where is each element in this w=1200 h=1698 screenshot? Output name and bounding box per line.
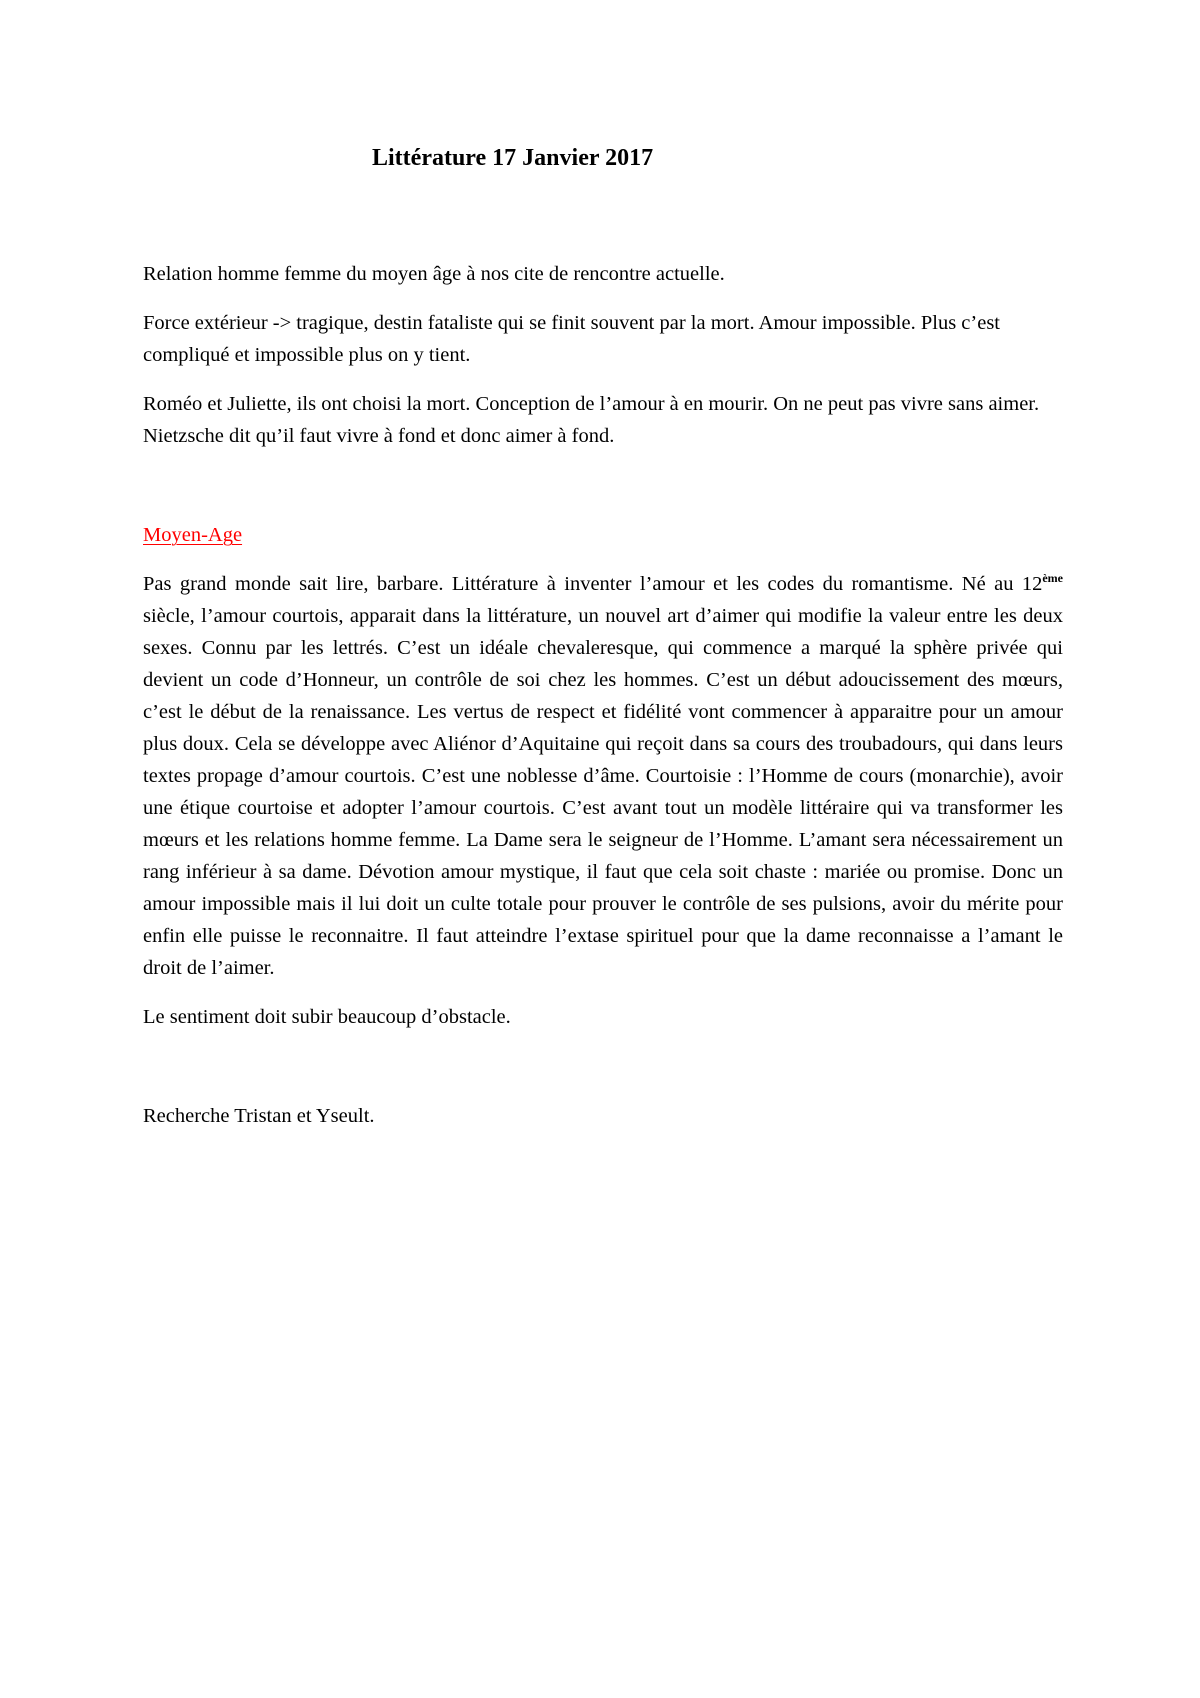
body-paragraph-1-start: Pas grand monde sait lire, barbare. Littérature à inventer l’amour et les codes du romantisme. Né au 12 [143, 573, 1043, 595]
section-heading [143, 519, 1063, 551]
intro-paragraph-2: Force extérieur -> tragique, destin fataliste qui se finit souvent par la mort. Amour impossible. Plus c’est compliqué et impossible plus on y tient. [143, 312, 1000, 366]
body-paragraph-1-rest: siècle, l’amour courtois, apparait dans la littérature, un nouvel art d’aimer qui modifie la valeur entre les deux sexes. Connu par les lettrés. C’est un idéale chevaleresque, qui commence a marqué la sphère privée qui devient un code d’Honneur, un contrôle de soi chez les hommes. C’est un début adoucissement des mœurs, c’est le début de la renaissance. Les vertus de respect et fidélité vont commencer à apparaitre pour un amour plus doux. Cela se développe avec Aliénor d’Aquitaine qui reçoit dans sa cours des troubadours, qui dans leurs textes propage d’amour courtois. C’est une noblesse d’âme. Courtoisie : l’Homme de cours (monarchie), avoir une étique courtoise et adopter l’amour courtois. C’est avant tout un modèle littéraire qui va transformer les mœurs et les relations homme femme. La Dame sera le seigneur de l’Homme. L’amant sera nécessairement un rang inférieur à sa dame. Dévotion amour mystique, il faut que cela soit chaste : mariée ou promise. Donc un amour impossible mais il lui doit un culte totale pour prouver le contrôle de ses pulsions, avoir du mérite pour enfin elle puisse le reconnaitre. Il faut atteindre l’extase spirituel pour que la dame reconnaisse a l’amant le droit de l’aimer. [143, 605, 1063, 979]
intro-paragraph-3: Roméo et Juliette, ils ont choisi la mort. Conception de l’amour à en mourir. On ne peut pas vivre sans aimer. Nietzsche dit qu’il faut vivre à fond et donc aimer à fond. [143, 393, 1040, 447]
body-paragraph-3: Recherche Tristan et Yseult. [143, 1105, 375, 1127]
ordinal-superscript: ème [1042, 571, 1063, 585]
section-heading-text: Moyen-Age [143, 524, 243, 546]
body-paragraph-2: Le sentiment doit subir beaucoup d’obstacle. [143, 1006, 511, 1028]
intro-paragraph-1: Relation homme femme du moyen âge à nos cite de rencontre actuelle. [143, 263, 725, 285]
body-paragraph-1 [143, 568, 1063, 984]
document-title: Littérature 17 Janvier 2017 [372, 145, 654, 171]
document-body [143, 258, 1063, 1149]
